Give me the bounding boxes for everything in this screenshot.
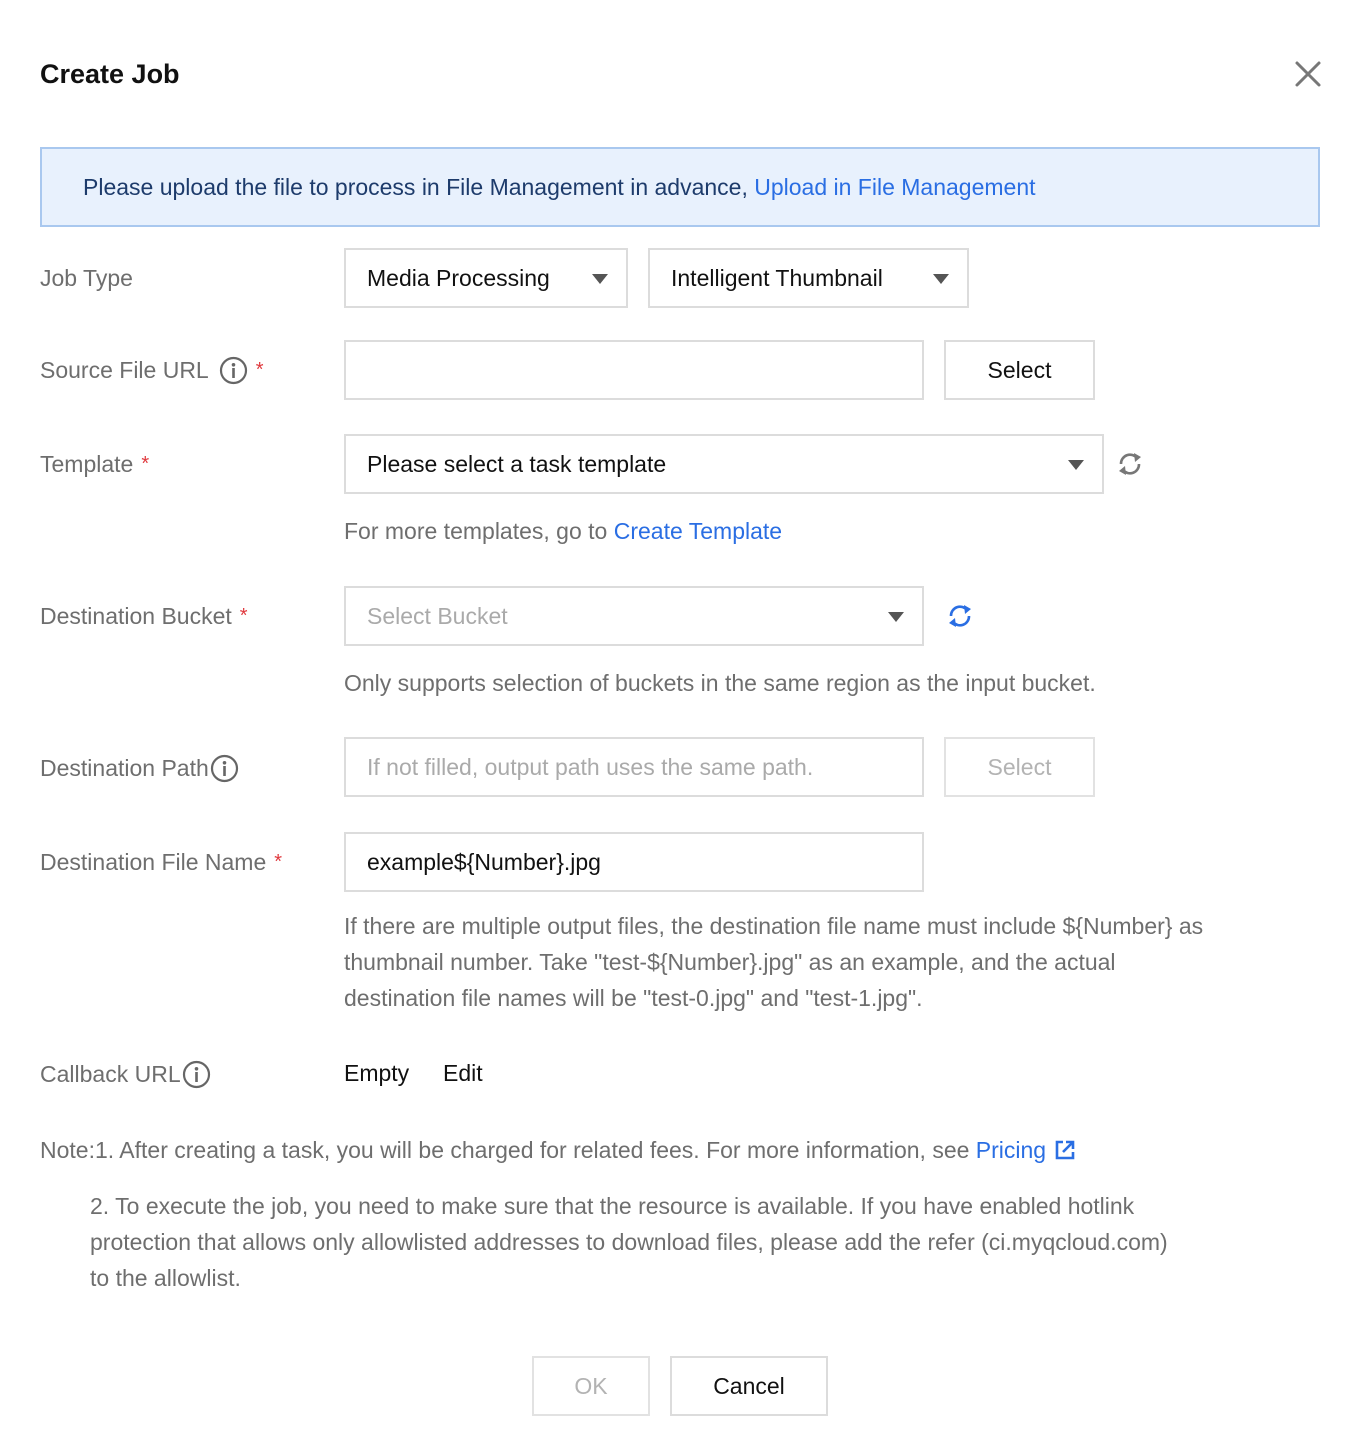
upload-file-management-link[interactable]: Upload in File Management	[754, 173, 1036, 200]
destination-path-placeholder: If not filled, output path uses the same path.	[367, 753, 814, 780]
refresh-icon[interactable]	[945, 601, 975, 631]
required-mark: *	[274, 850, 283, 873]
file-name-hint-line-2: thumbnail number. Take "test-${Number}.jpg" as an example, and the actual	[344, 949, 1116, 975]
pricing-link[interactable]: Pricing	[975, 1137, 1047, 1163]
callback-url-value: Empty	[344, 1060, 410, 1086]
template-value: Please select a task template	[367, 450, 667, 477]
destination-path-label	[40, 751, 239, 785]
job-type-secondary-value: Intelligent Thumbnail	[671, 264, 883, 291]
chevron-down-icon	[933, 274, 949, 284]
note-line-4: to the allowlist.	[90, 1265, 241, 1291]
job-type-primary-select[interactable]	[344, 248, 628, 308]
note-line-1-text: Note:1. After creating a task, you will be charged for related fees. For more information, see	[40, 1137, 976, 1163]
chevron-down-icon	[888, 612, 904, 622]
info-icon[interactable]	[182, 1060, 211, 1089]
destination-file-name-label	[40, 845, 282, 879]
notice-banner	[40, 147, 1320, 227]
destination-bucket-hint: Only supports selection of buckets in the same region as the input bucket.	[344, 670, 1096, 696]
callback-url-label-text: Callback URL	[40, 1060, 181, 1087]
destination-path-input[interactable]	[344, 737, 924, 797]
destination-bucket-select[interactable]	[344, 586, 924, 646]
source-url-label	[40, 353, 264, 387]
job-type-primary-value: Media Processing	[367, 264, 550, 291]
dialog-title: Create Job	[40, 59, 180, 89]
file-name-hint-line-1: If there are multiple output files, the destination file name must include ${Number} as	[344, 913, 1204, 939]
source-url-input[interactable]	[344, 340, 924, 400]
destination-bucket-label	[40, 599, 248, 633]
required-mark: *	[141, 452, 150, 475]
required-mark: *	[255, 358, 264, 381]
destination-file-name-label-text: Destination File Name	[40, 848, 267, 875]
job-type-secondary-select[interactable]	[648, 248, 969, 308]
template-label-text: Template	[40, 450, 134, 477]
destination-path-select-button[interactable]: Select	[944, 737, 1095, 797]
cancel-button[interactable]: Cancel	[670, 1356, 828, 1416]
source-select-button[interactable]: Select	[944, 340, 1095, 400]
chevron-down-icon	[592, 274, 608, 284]
destination-bucket-label-text: Destination Bucket	[40, 602, 232, 629]
callback-url-edit-link[interactable]: Edit	[443, 1060, 483, 1086]
info-icon[interactable]	[210, 754, 239, 783]
create-template-link[interactable]: Create Template	[613, 518, 783, 544]
destination-bucket-placeholder: Select Bucket	[367, 602, 508, 629]
note-line-1	[40, 1132, 1076, 1168]
destination-path-label-text: Destination Path	[40, 754, 209, 781]
destination-file-name-input[interactable]	[344, 832, 924, 892]
external-link-icon[interactable]	[1054, 1135, 1076, 1157]
note-line-2: 2. To execute the job, you need to make sure that the resource is available. If you have enabled hotlink	[90, 1193, 1135, 1219]
note-line-3: protection that allows only allowlisted addresses to download files, please add the refer (ci.myqcloud.com)	[90, 1229, 1168, 1255]
job-type-label-text: Job Type	[40, 264, 133, 291]
callback-url-label	[40, 1057, 211, 1091]
required-mark: *	[239, 604, 248, 627]
notice-text: Please upload the file to process in File Management in advance,	[83, 173, 755, 200]
source-url-label-text: Source File URL	[40, 356, 209, 383]
template-label	[40, 447, 149, 481]
template-hint-text: For more templates, go to	[344, 518, 614, 544]
chevron-down-icon	[1068, 460, 1084, 470]
close-icon[interactable]	[1290, 56, 1326, 92]
ok-button[interactable]: OK	[532, 1356, 650, 1416]
file-name-hint-line-3: destination file names will be "test-0.jpg" and "test-1.jpg".	[344, 985, 923, 1011]
refresh-icon[interactable]	[1115, 449, 1145, 479]
template-select[interactable]	[344, 434, 1104, 494]
job-type-label	[40, 261, 133, 295]
template-hint	[344, 513, 782, 549]
info-icon[interactable]	[219, 356, 248, 385]
destination-file-name-value: example${Number}.jpg	[367, 848, 601, 875]
